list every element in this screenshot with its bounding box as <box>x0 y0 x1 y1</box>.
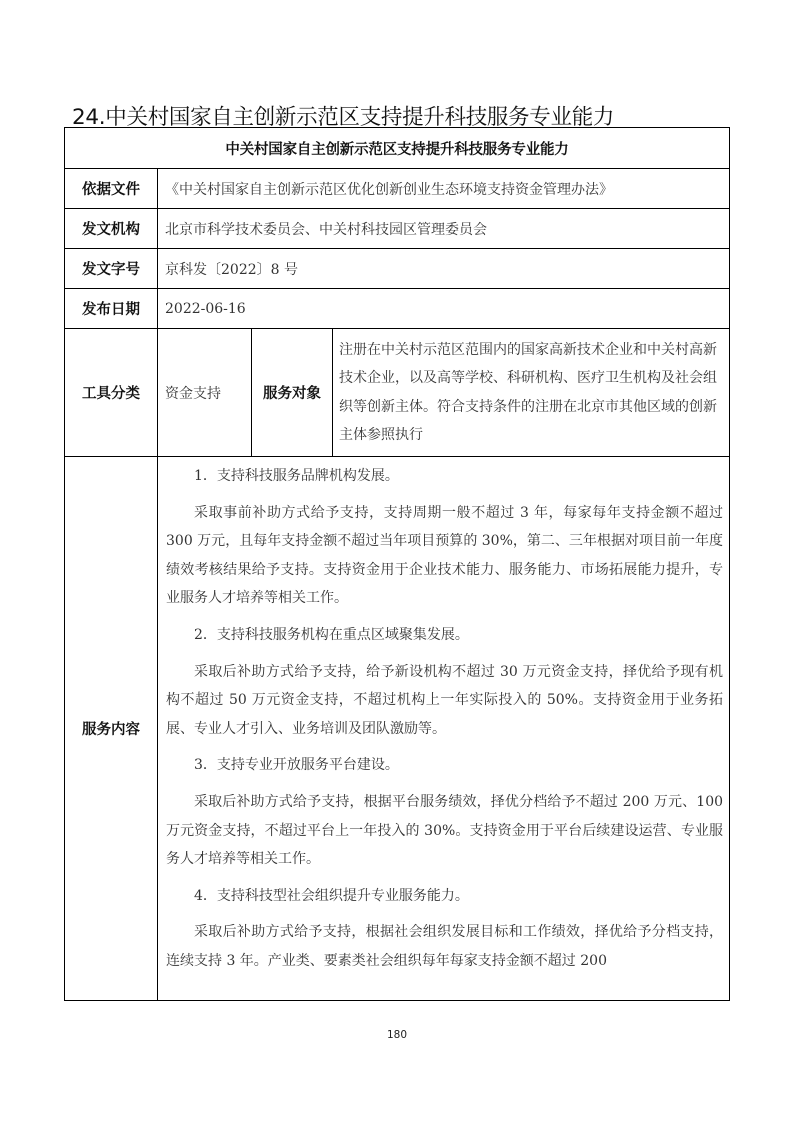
table-row <box>65 457 730 1001</box>
content-item-body: 采取事前补助方式给予支持，支持周期一般不超过 3 年，每家每年支持金额不超过 300 万元，且每年支持金额不超过当年项目预算的 30%，第二、三年根据对项目前一年度绩效考核结果给予支持。支持资金用于企业技术能力、服务能力、市场拓展能力提升，专业服务人才培养等相关工作。 <box>166 504 724 607</box>
release-date-label: 发布日期 <box>65 289 158 329</box>
content-item-heading: 3．支持专业开放服务平台建设。 <box>194 757 399 774</box>
content-item-heading: 2．支持科技服务机构在重点区域聚集发展。 <box>194 626 469 643</box>
table-row <box>65 289 730 329</box>
service-target-value: 注册在中关村示范区范围内的国家高新技术企业和中关村高新技术企业，以及高等学校、科研机构、医疗卫生机构及社会组织等创新主体。符合支持条件的注册在北京市其他区域的创新主体参照执行 <box>333 329 730 457</box>
document-number-value: 京科发〔2022〕8 号 <box>158 249 730 289</box>
section-title: 24.中关村国家自主创新示范区支持提升科技服务专业能力 <box>72 105 615 130</box>
content-item-heading: 1．支持科技服务品牌机构发展。 <box>194 468 399 484</box>
tool-category-label: 工具分类 <box>65 329 158 457</box>
table-row <box>65 169 730 209</box>
table-header: 中关村国家自主创新示范区支持提升科技服务专业能力 <box>65 128 730 169</box>
content-item-body: 采取后补助方式给予支持，根据社会组织发展目标和工作绩效，择优给予分档支持，连续支持 3 年。产业类、要素类社会组织每年每家支持金额不超过 200 <box>166 924 724 969</box>
content-item-heading: 4．支持科技型社会组织提升专业服务能力。 <box>194 887 469 904</box>
issuing-agency-value: 北京市科学技术委员会、中关村科技园区管理委员会 <box>158 209 730 249</box>
release-date-value: 2022-06-16 <box>158 289 730 329</box>
service-content-label: 服务内容 <box>65 457 158 1001</box>
policy-table <box>64 127 730 1001</box>
document-number-label: 发文字号 <box>65 249 158 289</box>
page-number: 180 <box>386 1029 408 1041</box>
tool-category-value: 资金支持 <box>158 329 252 457</box>
table-row <box>65 329 730 457</box>
table-row <box>65 209 730 249</box>
basis-document-label: 依据文件 <box>65 169 158 209</box>
content-item-body: 采取后补助方式给予支持，根据平台服务绩效，择优分档给予不超过 200 万元、100 万元资金支持，不超过平台上一年投入的 30%。支持资金用于平台后续建设运营、专业服务人才培养等相关工作。 <box>166 793 724 868</box>
basis-document-value: 《中关村国家自主创新示范区优化创新创业生态环境支持资金管理办法》 <box>158 169 730 209</box>
table-row <box>65 249 730 289</box>
service-target-label: 服务对象 <box>252 329 333 457</box>
table-header-row <box>65 128 730 169</box>
service-content-cell <box>158 457 730 1001</box>
content-item-body: 采取后补助方式给予支持，给予新设机构不超过 30 万元资金支持，择优给予现有机构不超过 50 万元资金支持，不超过机构上一年实际投入的 50%。支持资金用于业务拓展、专业人才引入、业务培训及团队激励等。 <box>166 663 724 737</box>
issuing-agency-label: 发文机构 <box>65 209 158 249</box>
